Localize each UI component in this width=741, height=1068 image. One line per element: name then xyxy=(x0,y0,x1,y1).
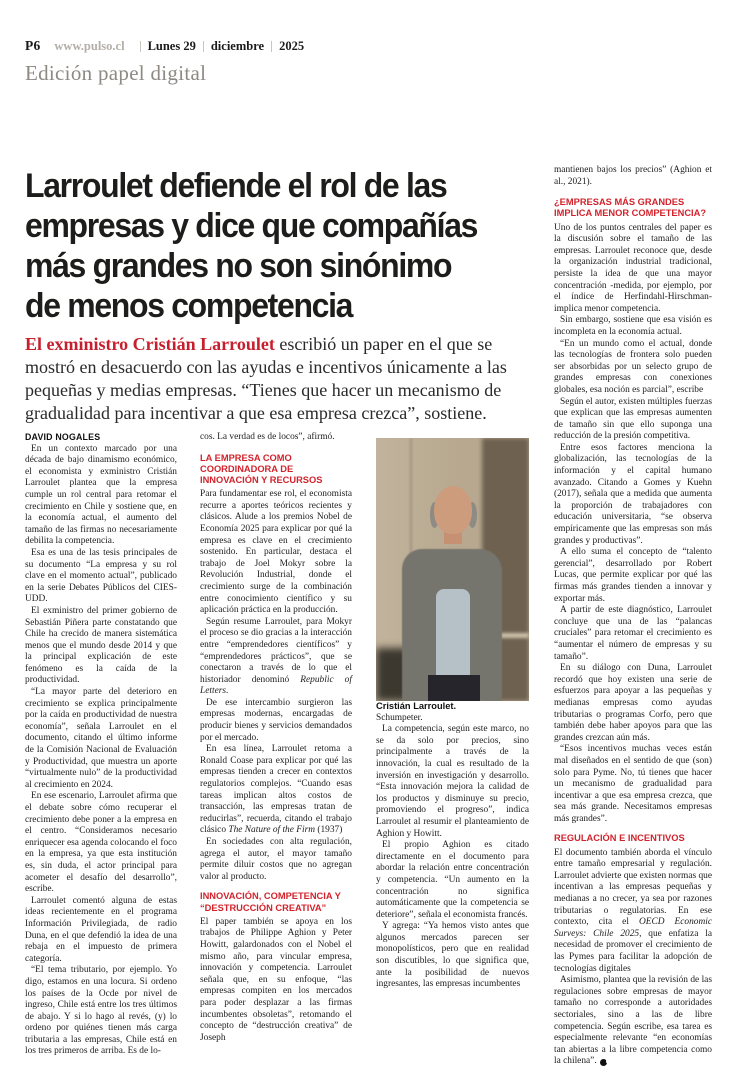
paragraph: “En un mundo como el actual, donde las tecnologías de frontera solo pueden ser absorbidas por un selecto grupo de grandes empresas con conexiones globales, esa noción es parcial”, escribe xyxy=(554,338,712,395)
paragraph: La competencia, según este marco, no se da solo por precios, sino principalmente a través de la innovación, la cual es resultado de la inversión en investigación y desarrollo. “Esta innovación mejora la calidad de los productos y disminuye su precio, promoviendo el progreso”, indica Larroulet al resumir el planteamiento de Aghion y Howitt. xyxy=(376,724,529,839)
paragraph: Y agrega: “Ya hemos visto antes que algunos mercados parecen ser monopolísticos, pero que en realidad son discutibles, lo que significa que, ante la posibilidad de nuevos ingresantes, las empresas incumbentes xyxy=(376,921,529,990)
paragraph-text: (1937) xyxy=(315,825,343,836)
paragraph: En un contexto marcado por una década de bajo dinamismo económico, el economista y exministro Cristián Larroulet plantea que la empresa cumple un rol central para retomar el crecimiento en Chile y sostiene que, en la economía actual, el aumento del tamaño de las firmas no necesariamente debilita la competencia. xyxy=(25,443,177,547)
paragraph-text: Asimismo, plantea que la revisión de las regulaciones sobre empresas de mayor tamaño no corresponde a autoridades sectoriales, sino a las de libre competencia. Según escribe, esa tarea es especialmente relevante “en economías tan abiertas a la libre competencia como la chilena”. xyxy=(554,975,712,1067)
paragraph xyxy=(200,617,352,698)
lede-text: escribió un paper en el que se mostró en desacuerdo con las ayudas e incentivos únicamente a las pequeñas y medias empresas. “Tienes que hacer un mecanismo de gradualidad para incentivar a que esa empresa crezca”, sostiene. xyxy=(25,334,507,423)
section-subhead: REGULACIÓN E INCENTIVOS xyxy=(554,833,685,844)
body-column-3 xyxy=(376,432,529,991)
masthead xyxy=(25,38,715,86)
paragraph-text: . xyxy=(226,686,229,697)
paragraph: A partir de este diagnóstico, Larroulet concluye que una de las “palancas cruciales” para retomar el crecimiento es “aumentar el número de empresas y su tamaño”. xyxy=(554,605,712,662)
byline: DAVID NOGALES xyxy=(25,432,101,442)
section-subhead: ¿EMPRESAS MÁS GRANDES IMPLICA MENOR COMPETENCIA? xyxy=(554,197,707,219)
article-lede xyxy=(25,333,539,425)
paragraph-text: El documento también aborda el vínculo entre tamaño empresarial y regulación. Larroulet advierte que existen normas que incentivan a las empresas pequeñas y medianas a no crecer, ya sea por razones tributarias o regulatorias. En ese contexto, cita el xyxy=(554,847,713,928)
headline-line: Larroulet defiende el rol de las xyxy=(25,167,447,205)
photo-caption: Cristián Larroulet. xyxy=(376,701,457,711)
headline-line: más grandes no son sinónimo xyxy=(25,247,452,285)
date-year: 2025 xyxy=(279,39,305,53)
paragraph: El propio Aghion es citado directamente en el documento para abordar la relación entre concentración y competencia. “Un aumento en la concentración no significa automáticamente que la competencia se deteriore”, señala el economista francés. xyxy=(376,840,529,920)
separator xyxy=(203,41,204,52)
work-title: The Nature of the Firm xyxy=(228,825,316,836)
work-title: OECD Economic Surveys: Chile 2025 xyxy=(554,917,712,939)
paragraph: Schumpeter. xyxy=(376,712,423,723)
separator xyxy=(271,41,272,52)
article-end-icon: P xyxy=(600,1059,607,1066)
paragraph: Según el autor, existen múltiples fuerzas que explican que las empresas aumenten de tamaño sin que ello suponga una reducción de la presión competitiva. xyxy=(554,396,712,442)
paragraph: cos. La verdad es de locos”, afirmó. xyxy=(200,432,335,442)
photo-man-head xyxy=(434,486,472,534)
date-month: diciembre xyxy=(210,39,265,53)
paragraph: En ese escenario, Larroulet afirma que el debate sobre cómo recuperar el crecimiento debe poner a la empresa en el centro. “Consideramos necesario enriquecer esa agenda colocando el foco en la empresa, ya que esta institución es, sin duda, el actor principal para acometer el desafío del desarrollo”, escribe. xyxy=(25,791,177,895)
paragraph: “El tema tributario, por ejemplo. Yo digo, estamos en una locura. Si ordeno los países de la Ocde por nivel de ingreso, Chile está entre los tres últimos de abajo. Y si lo hago al revés, (y) lo ordeno por quiénes tienen más carga tributaria a las empresas, Chile está en los tres primeros de arriba. Es de lo- xyxy=(25,965,177,1057)
paragraph xyxy=(554,975,712,1068)
page-number: P6 xyxy=(25,38,41,53)
paragraph: El paper también se apoya en los trabajos de Philippe Aghion y Peter Howitt, galardonados con el Nobel el mismo año, para vincular empresa, innovación y competencia. Larroulet señala que, en su enfoque, “las empresas compiten en los mercados para poder desplazar a las firmas incumbentes obsoletas”, retomando el concepto de “destrucción creativa” de Joseph xyxy=(200,916,352,1043)
headline-line: de menos competencia xyxy=(25,287,353,325)
headline-line: empresas y dice que compañías xyxy=(25,207,478,245)
paragraph: En su diálogo con Duna, Larroulet recordó que hoy existen una serie de esfuerzos para apoyar a las pequeñas y medianas empresas como ayudas tributarias o programas Corfo, pero que también debe haber apoyos para que las grandes crezcan aún más. xyxy=(554,663,712,743)
article-headline xyxy=(25,166,514,326)
paragraph: Para fundamentar ese rol, el economista recurre a aportes teóricos recientes y clásicos. Alude a los premios Nobel de Economía 2025 para explicar por qué la empresa es clave en el crecimiento sostenido. En particular, destaca el trabajo de Joel Mokyr sobre la Revolución Industrial, donde el crecimiento surge de la combinación entre conocimiento científico y su aplicación práctica en la producción. xyxy=(200,489,352,616)
body-column-2 xyxy=(200,432,352,1044)
paragraph: Entre esos factores menciona la globalización, las tecnologías de la información y el capital humano avanzado. Citando a Gomes y Kuehn (2017), señala que a medida que aumenta la proporción de trabajadores con educación universitaria, “se observa empíricamente que las empresas son más grandes y productivas”. xyxy=(554,442,712,546)
edition-label: Edición papel digital xyxy=(25,61,207,85)
body-column-4 xyxy=(554,165,712,1068)
paragraph: En sociedades con alta regulación, agrega el autor, el mayor tamaño permite diluir costos que no agregan valor al producto. xyxy=(200,837,352,882)
separator xyxy=(140,41,141,52)
section-subhead: INNOVACIÓN, COMPETENCIA Y “DESTRUCCIÓN CREATIVA” xyxy=(200,891,341,913)
paragraph: Uno de los puntos centrales del paper es la discusión sobre el tamaño de las empresas. Larroulet reconoce que, desde la organización industrial tradicional, persiste la idea de que una mayor concentración -medida, por ejemplo, por el índice de Herfindahl-Hirschman- implica menor competencia. xyxy=(554,222,712,314)
paragraph-text: Según resume Larroulet, para Mokyr el proceso se dio gracias a la interacción entre “emprendedores científicos” y “emprendedores prácticos”, que se conectaron a través de lo que el historiador denominó xyxy=(200,616,352,685)
date-day: Lunes 29 xyxy=(147,39,196,53)
paragraph: A ello suma el concepto de “talento gerencial”, desarrollado por Robert Lucas, que permite explicar por qué las firmas más grandes tienden a innovar y exportar más. xyxy=(554,547,712,604)
article-photo xyxy=(376,438,529,701)
paragraph xyxy=(200,744,352,837)
paragraph xyxy=(554,848,712,976)
work-title: Republic of Letters xyxy=(200,674,352,697)
paragraph: mantienen bajos los precios” (Aghion et al., 2021). xyxy=(554,165,712,187)
paragraph: Esa es una de las tesis principales de su documento “La empresa y su rol clave en el momento actual”, publicado en la serie Debates Públicos del CIES-UDD. xyxy=(25,547,177,605)
masthead-row xyxy=(25,38,715,54)
lede-author-name: El exministro Cristián Larroulet xyxy=(25,334,275,354)
paragraph: “La mayor parte del deterioro en crecimiento se explica principalmente por la caída en productividad de nuestra economía”, señala Larroulet en el documento, citando el último informe de la Comisión Nacional de Evaluación y Productividad, que muestra un aporte “virtualmente nulo” de la productividad al crecimiento en 2024. xyxy=(25,687,177,790)
paragraph-text: En esa línea, Larroulet retoma a Ronald Coase para explicar por qué las empresas tienden a crecer en contextos regulatorios complejos. “Cuando esas tareas implican altos costos de transacción, las empresas tratan de reducirlas”, recuerda, citando el trabajo clásico xyxy=(200,744,352,836)
paragraph: Larroulet comentó alguna de estas ideas recientemente en el programa Información Privilegiada, de radio Duna, en el que defendió la idea de una rebaja en el impuesto de primera categoría. xyxy=(25,895,177,964)
paragraph: “Esos incentivos muchas veces están mal diseñados en el sentido de que (son) solo para Pyme. No, tú tienes que hacer un mecanismo de gradualidad para incentivar a que esa empresa crezca, que sea más grande. Necesitamos empresas más grandes”. xyxy=(554,744,712,824)
paragraph: Sin embargo, sostiene que esa visión es incompleta en la economía actual. xyxy=(554,315,712,337)
paragraph: El exministro del primer gobierno de Sebastián Piñera parte constatando que Chile ha crecido de manera sistemática menos que el mundo desde 2014 y que la principal explicación de este fenómeno es la caída de la productividad. xyxy=(25,605,177,686)
body-column-1 xyxy=(25,432,177,1058)
paragraph: De ese intercambio surgieron las empresas modernas, encargadas de producir bienes y servicios demandados por el mercado. xyxy=(200,697,352,743)
photo-man-pants xyxy=(428,675,480,701)
paragraph-text: , que enfatiza la necesidad de promover el crecimiento de las Pymes para facilitar la adopción de tecnologías digitales xyxy=(554,928,712,974)
section-subhead: LA EMPRESA COMO COORDINADORA DE INNOVACIÓN Y RECURSOS xyxy=(200,452,323,485)
site-url-link[interactable]: www.pulso.cl xyxy=(54,39,125,53)
